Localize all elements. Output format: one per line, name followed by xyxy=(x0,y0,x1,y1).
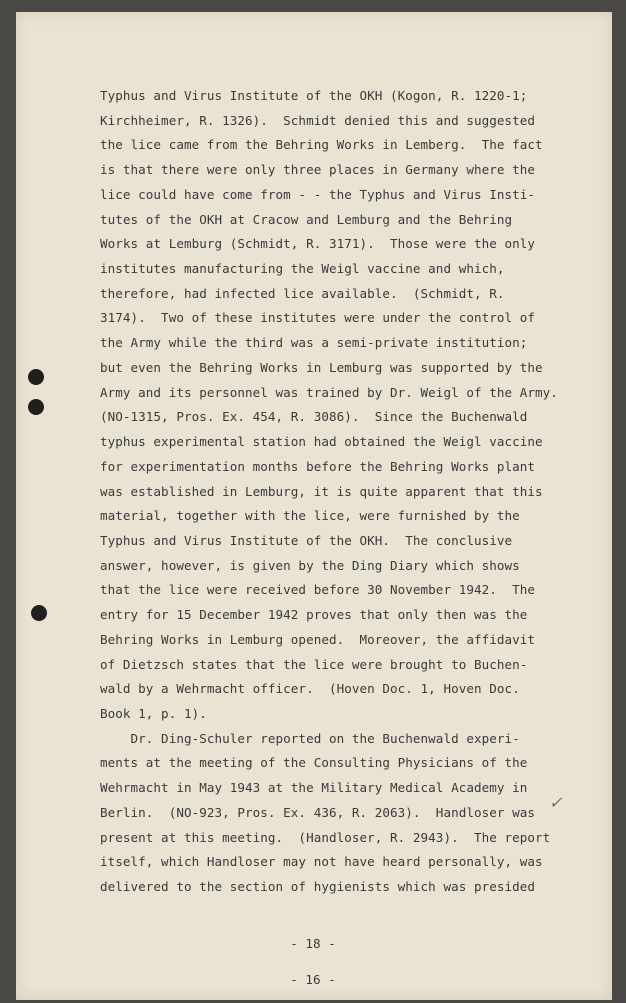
text-line: Wehrmacht in May 1943 at the Military Medical Academy in xyxy=(100,780,528,796)
text-line: therefore, had infected lice available. (Schmidt, R. xyxy=(100,285,505,301)
text-line: of Dietzsch states that the lice were brought to Buchen- xyxy=(100,656,528,672)
body-text xyxy=(100,84,558,900)
text-line: Behring Works in Lemburg opened. Moreover, the affidavit xyxy=(100,631,536,647)
text-line: tutes of the OKH at Cracow and Lemburg and the Behring xyxy=(100,211,513,227)
text-line: typhus experimental station had obtained the Weigl vaccine xyxy=(100,434,543,450)
secondary-page-number: - 16 - xyxy=(290,972,336,987)
text-line: but even the Behring Works in Lemburg was supported by the xyxy=(100,359,543,375)
text-line: Typhus and Virus Institute of the OKH (Kogon, R. 1220-1; xyxy=(100,88,528,103)
text-line: entry for 15 December 1942 proves that only then was the xyxy=(100,607,528,623)
text-line: Army and its personnel was trained by Dr. Weigl of the Army. xyxy=(100,384,558,400)
text-line: Works at Lemburg (Schmidt, R. 3171). Those were the only xyxy=(100,236,536,252)
text-line: for experimentation months before the Behring Works plant xyxy=(100,458,536,474)
text-line: Kirchheimer, R. 1326). Schmidt denied this and suggested xyxy=(100,112,536,128)
text-line: material, together with the lice, were furnished by the xyxy=(100,508,520,524)
binder-hole-middle xyxy=(28,399,44,415)
text-line: that the lice were received before 30 November 1942. The xyxy=(100,582,536,598)
text-line: the Army while the third was a semi-private institution; xyxy=(100,335,528,351)
text-line: itself, which Handloser may not have heard personally, was xyxy=(100,854,543,870)
text-line: delivered to the section of hygienists which was presided xyxy=(100,879,536,894)
text-line: Typhus and Virus Institute of the OKH. The conclusive xyxy=(100,532,513,548)
text-line: (NO-1315, Pros. Ex. 454, R. 3086). Since the Buchenwald xyxy=(100,409,528,425)
margin-checkmark: ✓ xyxy=(549,793,563,812)
text-line: lice could have come from - - the Typhus and Virus Insti- xyxy=(100,186,536,202)
text-line: ments at the meeting of the Consulting Physicians of the xyxy=(100,755,528,771)
text-line: Berlin. (NO-923, Pros. Ex. 436, R. 2063). Handloser was xyxy=(100,804,536,820)
text-line: is that there were only three places in Germany where the xyxy=(100,162,536,178)
page-number: - 18 - xyxy=(290,936,336,951)
text-line: was established in Lemburg, it is quite apparent that this xyxy=(100,483,543,499)
binder-hole-bottom xyxy=(31,605,47,621)
text-line: present at this meeting. (Handloser, R. 2943). The report xyxy=(100,829,551,845)
text-line: wald by a Wehrmacht officer. (Hoven Doc. 1, Hoven Doc. xyxy=(100,681,520,697)
text-line: the lice came from the Behring Works in Lemberg. The fact xyxy=(100,137,543,153)
text-line: answer, however, is given by the Ding Diary which shows xyxy=(100,557,520,573)
text-line: institutes manufacturing the Weigl vaccine and which, xyxy=(100,261,505,277)
text-line: 3174). Two of these institutes were under the control of xyxy=(100,310,536,326)
binder-hole-top xyxy=(28,369,44,385)
text-line: Dr. Ding-Schuler reported on the Buchenwald experi- xyxy=(100,730,520,746)
text-line: Book 1, p. 1). xyxy=(100,705,207,721)
